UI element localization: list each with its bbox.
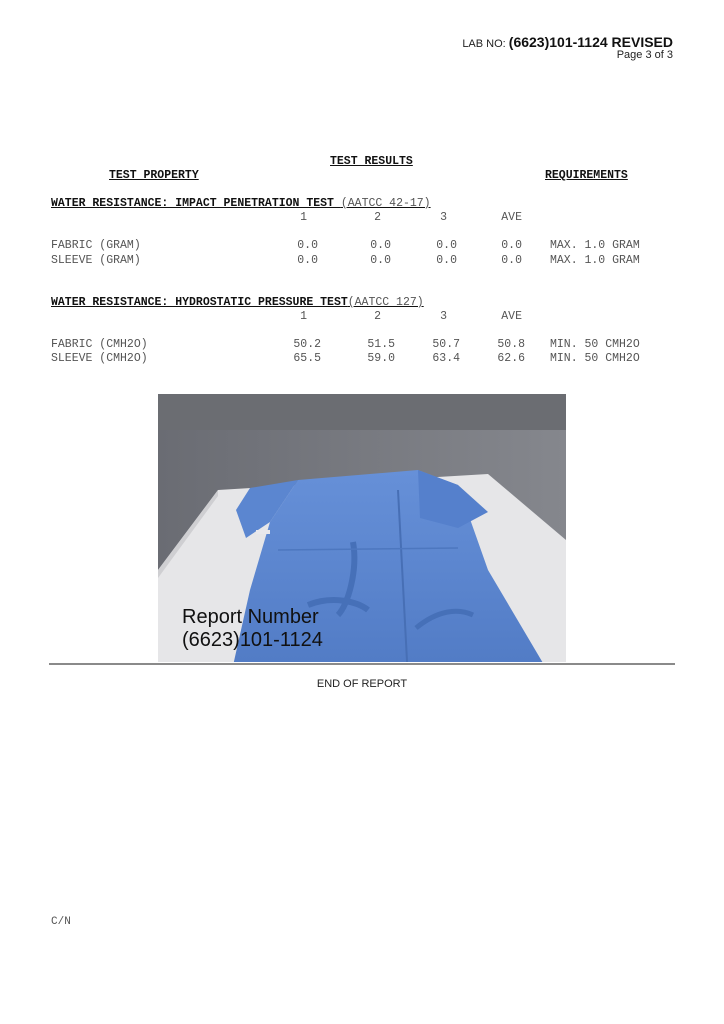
column-header: 2: [374, 211, 381, 224]
row-value: 0.0: [297, 239, 318, 252]
row-value: 0.0: [501, 254, 522, 267]
section-reference: (AATCC 127): [347, 296, 424, 309]
section-title-impact: [51, 197, 431, 210]
section-reference: (AATCC 42-17): [340, 197, 431, 210]
page-number: Page 3 of 3: [616, 49, 673, 61]
lab-number: [462, 34, 673, 50]
row-value: 0.0: [370, 254, 391, 267]
column-header: 3: [440, 211, 447, 224]
lab-number-label: LAB NO:: [462, 38, 506, 50]
row-value: 0.0: [370, 239, 391, 252]
column-header: 1: [300, 310, 307, 323]
row-label: SLEEVE (CMH2O): [51, 352, 148, 365]
row-requirement: MAX. 1.0 GRAM: [550, 254, 640, 267]
row-requirement: MAX. 1.0 GRAM: [550, 239, 640, 252]
row-label: FABRIC (CMH2O): [51, 338, 148, 351]
end-divider: [49, 663, 675, 665]
column-header: AVE: [501, 310, 522, 323]
row-value: 63.4: [432, 352, 460, 365]
row-value: 59.0: [367, 352, 395, 365]
row-value: 62.6: [497, 352, 525, 365]
section-title-hydrostatic: [51, 296, 424, 309]
row-requirement: MIN. 50 CMH2O: [550, 338, 640, 351]
sleeve-cuff: [256, 530, 270, 534]
section-title-text: WATER RESISTANCE: HYDROSTATIC PRESSURE TEST: [51, 296, 348, 309]
row-label: FABRIC (GRAM): [51, 239, 141, 252]
row-value: 65.5: [293, 352, 321, 365]
row-value: 0.0: [436, 254, 457, 267]
section-title-text: WATER RESISTANCE: IMPACT PENETRATION TEST: [51, 197, 341, 210]
column-header: 2: [374, 310, 381, 323]
photo-caption-line1: Report Number: [182, 606, 319, 628]
gown-photo: [158, 394, 566, 662]
test-results-title: TEST RESULTS: [330, 155, 413, 168]
row-value: 0.0: [297, 254, 318, 267]
row-value: 50.8: [497, 338, 525, 351]
end-of-report: END OF REPORT: [316, 678, 408, 690]
column-header: AVE: [501, 211, 522, 224]
photo-caption-line2: (6623)101-1124: [182, 629, 323, 651]
row-value: 0.0: [436, 239, 457, 252]
row-value: 50.7: [432, 338, 460, 351]
photo-caption: [182, 606, 323, 652]
requirements-heading: REQUIREMENTS: [545, 169, 628, 182]
column-header: 1: [300, 211, 307, 224]
column-header: 3: [440, 310, 447, 323]
row-value: 50.2: [293, 338, 321, 351]
row-requirement: MIN. 50 CMH2O: [550, 352, 640, 365]
row-value: 0.0: [501, 239, 522, 252]
test-property-heading: TEST PROPERTY: [109, 169, 199, 182]
row-value: 51.5: [367, 338, 395, 351]
initials: C/N: [51, 916, 71, 928]
row-label: SLEEVE (GRAM): [51, 254, 141, 267]
lab-number-value: (6623)101-1124 REVISED: [508, 34, 673, 50]
